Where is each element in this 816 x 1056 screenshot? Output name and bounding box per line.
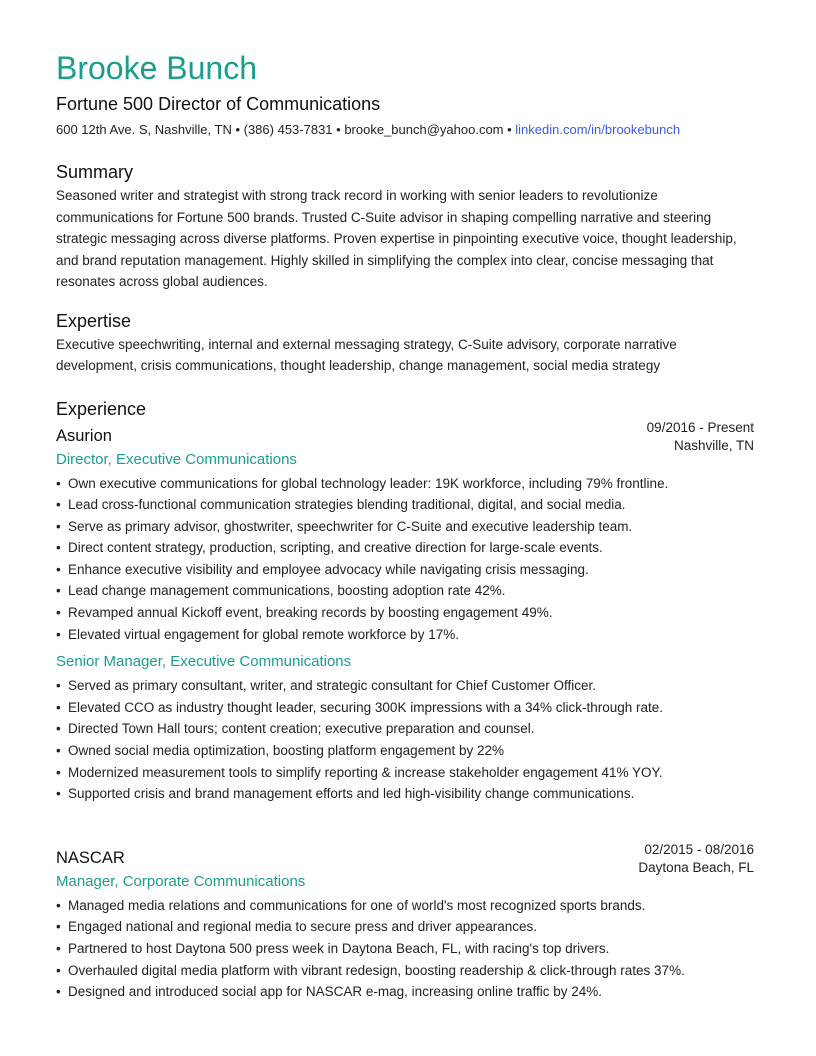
company-name: NASCAR	[56, 848, 125, 867]
job-entry	[56, 841, 756, 1003]
candidate-name: Brooke Bunch	[56, 50, 258, 86]
summary-section	[56, 160, 756, 293]
bullet-item: • Directed Town Hall tours; content creation; executive preparation and counsel.	[56, 718, 756, 740]
role-block	[56, 651, 756, 805]
section-heading: Expertise	[56, 310, 132, 331]
separator: •	[503, 122, 516, 137]
summary-text: Seasoned writer and strategist with strong track record in working with senior leaders to revolutionize communications for Fortune 500 brands. Trusted C-Suite advisor in shaping compelling narrative and steering strategic messaging across diverse platforms. Proven expertise in pinpointing executive voice, thought leadership, and brand reputation management. Highly skilled in simplifying the complex into clear, concise messaging that resonates across global audiences.	[56, 188, 737, 289]
bullet-item: • Revamped annual Kickoff event, breaking records by boosting engagement 49%.	[56, 602, 756, 624]
bullet-item: • Direct content strategy, production, scripting, and creative direction for large-scale events.	[56, 537, 756, 559]
job-location: Daytona Beach, FL	[638, 859, 754, 875]
bullet-item: • Managed media relations and communications for one of world's most recognized sports brands.	[56, 895, 756, 917]
job-dates: 02/2015 - 08/2016	[644, 841, 754, 857]
section-heading: Summary	[56, 162, 134, 182]
bullet-item: • Lead change management communications, boosting adoption rate 42%.	[56, 580, 756, 602]
bullet-list	[56, 473, 756, 646]
bullet-item: • Serve as primary advisor, ghostwriter, speechwriter for C-Suite and executive leadership team.	[56, 516, 756, 538]
role-title: Senior Manager, Executive Communications	[56, 653, 352, 671]
job-dates: 09/2016 - Present	[646, 419, 754, 435]
bullet-item: • Designed and introduced social app for NASCAR e-mag, increasing online traffic by 24%.	[56, 981, 756, 1003]
job-meta	[647, 419, 754, 455]
bullet-item: • Enhance executive visibility and employee advocacy while navigating crisis messaging.	[56, 559, 756, 581]
role-title: Director, Executive Communications	[56, 450, 297, 468]
experience-section	[56, 397, 756, 1003]
expertise-text: Executive speechwriting, internal and external messaging strategy, C-Suite advisory, corporate narrative development, crisis communications, thought leadership, change management, social media strategy	[56, 336, 677, 373]
bullet-item: • Overhauled digital media platform with vibrant redesign, boosting readership & click-through rates 37%.	[56, 960, 756, 982]
company-name: Asurion	[56, 426, 112, 445]
bullet-item: • Owned social media optimization, boosting platform engagement by 22%	[56, 740, 756, 762]
section-heading: Experience	[56, 398, 147, 419]
bullet-list	[56, 895, 756, 1003]
bullet-item: • Supported crisis and brand management efforts and led high-visibility change communications.	[56, 783, 756, 805]
bullet-item: • Partnered to host Daytona 500 press week in Daytona Beach, FL, with racing's top drivers.	[56, 938, 756, 960]
separator: •	[231, 122, 244, 137]
bullet-item: • Elevated virtual engagement for global remote workforce by 17%.	[56, 624, 756, 646]
expertise-section	[56, 309, 756, 377]
bullet-item: • Modernized measurement tools to simplify reporting & increase stakeholder engagement 41% YOY.	[56, 762, 756, 784]
role-block	[56, 449, 756, 646]
bullet-item: • Lead cross-functional communication strategies blending traditional, digital, and social media.	[56, 494, 756, 516]
role-block	[56, 871, 756, 1003]
job-meta	[638, 841, 754, 877]
role-title: Manager, Corporate Communications	[56, 872, 306, 890]
bullet-item: • Served as primary consultant, writer, and strategic consultant for Chief Customer Officer.	[56, 675, 756, 697]
bullet-list	[56, 675, 756, 805]
resume-page	[56, 48, 756, 1003]
contact-line	[56, 120, 756, 140]
email[interactable]: brooke_bunch@yahoo.com	[344, 122, 504, 137]
bullet-item: • Engaged national and regional media to secure press and driver appearances.	[56, 916, 756, 938]
job-location: Nashville, TN	[673, 437, 754, 453]
headline: Fortune 500 Director of Communications	[56, 94, 381, 114]
bullet-item: • Elevated CCO as industry thought leader, securing 300K impressions with a 34% click-through rate.	[56, 697, 756, 719]
job-entry	[56, 419, 756, 805]
separator: •	[332, 122, 345, 137]
phone: (386) 453-7831	[243, 122, 333, 137]
linkedin-link[interactable]: linkedin.com/in/brookebunch	[515, 122, 681, 137]
bullet-item: • Own executive communications for global technology leader: 19K workforce, including 79% frontline.	[56, 473, 756, 495]
address: 600 12th Ave. S, Nashville, TN	[56, 122, 232, 137]
